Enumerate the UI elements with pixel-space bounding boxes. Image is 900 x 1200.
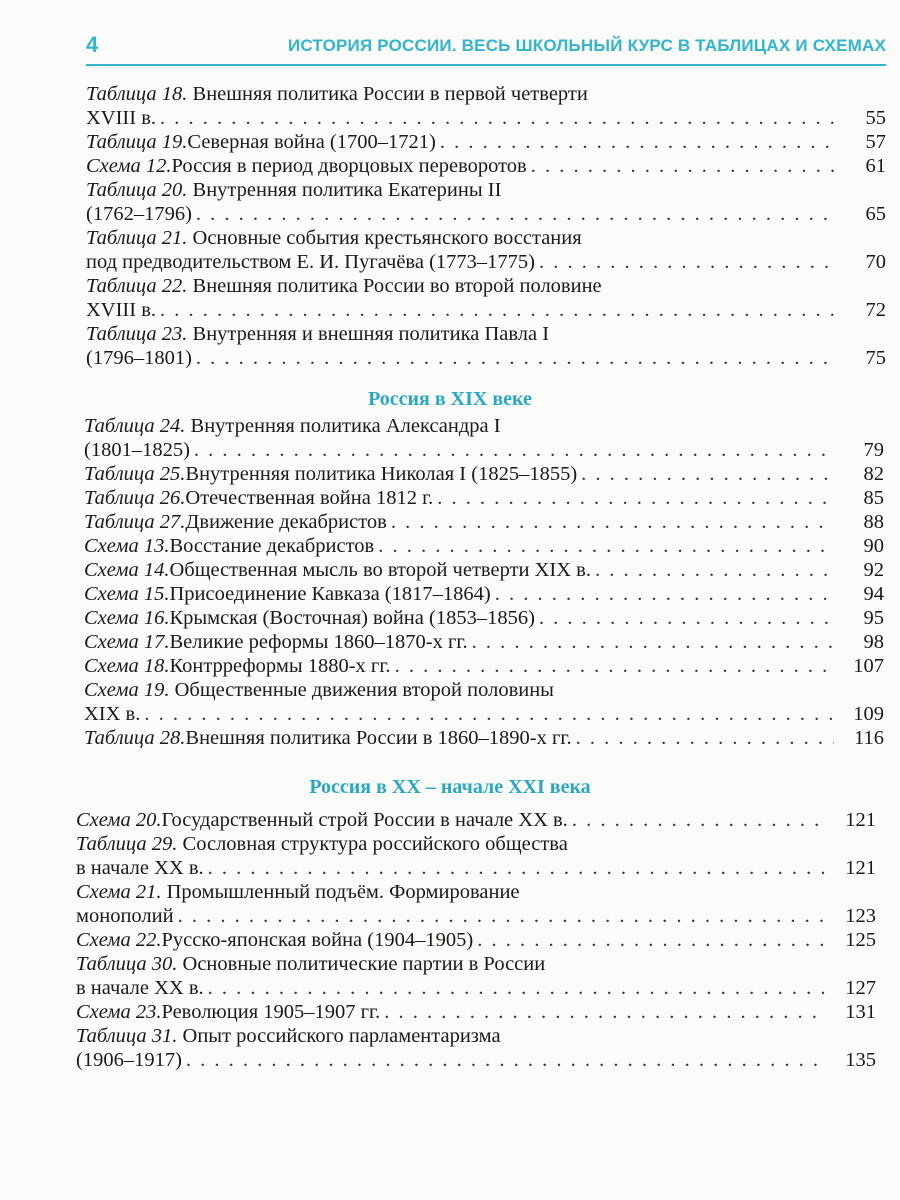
entry-page: 65 <box>865 203 886 225</box>
entry-kind: Схема 13. <box>84 535 170 557</box>
leader-dots <box>144 702 834 726</box>
entry-title: Внутренняя политика Екатерины II <box>187 179 502 201</box>
entry-title: Основные политические партии в России <box>177 953 546 975</box>
entry-page: 121 <box>845 809 876 831</box>
toc-entry <box>86 178 886 226</box>
entry-page: 123 <box>845 905 876 927</box>
entry-title-cont: монополий <box>76 905 174 927</box>
entry-title-cont: (1801–1825) <box>84 439 190 461</box>
entry-page: 88 <box>863 511 884 533</box>
entry-title: Внутренняя политика Александра I <box>185 415 501 437</box>
entry-kind: Таблица 26. <box>84 487 186 509</box>
toc-entry-line <box>76 880 876 904</box>
leader-dots <box>391 510 834 534</box>
entry-page: 92 <box>863 559 884 581</box>
entry-kind: Таблица 25. <box>84 463 186 485</box>
leader-dots <box>186 1048 826 1072</box>
entry-title-cont: в начале XX в. <box>76 977 204 999</box>
entry-page: 116 <box>854 727 884 749</box>
toc-entry <box>84 510 884 534</box>
entry-page: 98 <box>863 631 884 653</box>
toc-entry <box>84 630 884 654</box>
toc-entry <box>84 414 884 462</box>
entry-title: Внутренняя и внешняя политика Павла I <box>187 323 550 345</box>
leader-dots <box>160 106 836 130</box>
entry-page: 107 <box>853 655 884 677</box>
toc-entry <box>76 808 876 832</box>
leader-dots <box>539 250 836 274</box>
entry-title: Русско-японская война (1904–1905) <box>161 929 474 951</box>
leader-dots <box>495 582 834 606</box>
entry-title-cont: под предводительством Е. И. Пугачёва (1773–1775) <box>86 251 535 273</box>
section-heading-xix: Россия в XIX веке <box>368 388 532 410</box>
entry-title: Россия в период дворцовых переворотов <box>171 155 527 177</box>
toc-entry-line <box>76 952 876 976</box>
entry-kind: Таблица 27. <box>84 511 186 533</box>
leader-dots <box>572 808 826 832</box>
toc-entry-line <box>76 832 876 856</box>
toc-entry <box>76 928 876 952</box>
entry-kind: Схема 16. <box>84 607 170 629</box>
entry-page: 125 <box>845 929 876 951</box>
entry-page: 135 <box>845 1049 876 1071</box>
entry-title: Опыт российского парламентаризма <box>177 1025 501 1047</box>
toc-entry <box>84 606 884 630</box>
toc-entry <box>84 678 884 726</box>
entry-page: 131 <box>845 1001 876 1023</box>
toc-entry <box>84 534 884 558</box>
entry-title: Отечественная война 1812 г. <box>185 487 434 509</box>
toc-entry-line <box>86 82 886 106</box>
entry-title: Великие реформы 1860–1870-х гг. <box>169 631 468 653</box>
leader-dots <box>595 558 834 582</box>
toc-entry <box>86 274 886 322</box>
entry-page: 95 <box>863 607 884 629</box>
entry-title: Движение декабристов <box>185 511 387 533</box>
entry-kind: Схема 18. <box>84 655 170 677</box>
entry-page: 127 <box>845 977 876 999</box>
entry-kind: Таблица 30. <box>76 953 178 975</box>
entry-kind: Таблица 19. <box>86 131 188 153</box>
toc-entry-line <box>84 414 884 438</box>
entry-kind: Схема 22. <box>76 929 162 951</box>
entry-kind: Таблица 31. <box>76 1025 178 1047</box>
entry-page: 109 <box>853 703 884 725</box>
entry-title: Общественная мысль во второй четверти XIX в. <box>169 559 591 581</box>
entry-title: Промышленный подъём. Формирование <box>161 881 520 903</box>
toc-entry <box>86 154 886 178</box>
toc-entry <box>76 1024 876 1072</box>
entry-kind: Таблица 21. <box>86 227 188 249</box>
entry-title: Контрреформы 1880-х гг. <box>169 655 391 677</box>
toc-entry <box>84 486 884 510</box>
entry-title: Внутренняя политика Николая I (1825–1855) <box>185 463 578 485</box>
entry-kind: Схема 14. <box>84 559 170 581</box>
toc-entry <box>84 654 884 678</box>
entry-kind: Схема 12. <box>86 155 172 177</box>
entry-page: 79 <box>863 439 884 461</box>
entry-kind: Схема 23. <box>76 1001 162 1023</box>
entry-title: Сословная структура российского общества <box>177 833 568 855</box>
entry-page: 72 <box>865 299 886 321</box>
toc-entry <box>84 462 884 486</box>
leader-dots <box>178 904 826 928</box>
toc-entry-line <box>76 1024 876 1048</box>
leader-dots <box>194 438 834 462</box>
toc-entry <box>76 952 876 1000</box>
entry-title-cont: в начале XX в. <box>76 857 204 879</box>
entry-kind: Таблица 28. <box>84 727 186 749</box>
toc-entry <box>86 322 886 370</box>
entry-page: 57 <box>865 131 886 153</box>
toc-entry-line <box>86 226 886 250</box>
leader-dots <box>196 346 836 370</box>
leader-dots <box>581 462 834 486</box>
toc-entry-line <box>86 322 886 346</box>
entry-kind: Таблица 29. <box>76 833 178 855</box>
entry-page: 70 <box>865 251 886 273</box>
leader-dots <box>208 856 826 880</box>
entry-title-cont: XIX в. <box>84 703 141 725</box>
entry-kind: Схема 19. <box>84 679 170 701</box>
entry-title: Внешняя политика России в первой четверти <box>187 83 588 105</box>
running-header <box>86 30 886 66</box>
leader-dots <box>440 130 836 154</box>
entry-title-cont: XVIII в. <box>86 299 157 321</box>
leader-dots <box>472 630 834 654</box>
entry-title-cont: (1906–1917) <box>76 1049 182 1071</box>
toc-entry-line <box>84 678 884 702</box>
entry-title: Основные события крестьянского восстания <box>187 227 582 249</box>
entry-page: 82 <box>863 463 884 485</box>
entry-page: 121 <box>845 857 876 879</box>
toc-entry <box>86 82 886 130</box>
entry-kind: Таблица 20. <box>86 179 188 201</box>
entry-kind: Схема 17. <box>84 631 170 653</box>
entry-title-cont: (1762–1796) <box>86 203 192 225</box>
leader-dots <box>395 654 834 678</box>
entry-title-cont: XVIII в. <box>86 107 157 129</box>
entry-page: 85 <box>863 487 884 509</box>
toc-entry <box>76 832 876 880</box>
entry-kind: Схема 15. <box>84 583 170 605</box>
toc-entry-line <box>86 274 886 298</box>
section-heading-xx: Россия в XX – начале XXI века <box>309 776 591 798</box>
entry-title: Государственный строй России в начале XX в. <box>161 809 568 831</box>
entry-page: 75 <box>865 347 886 369</box>
leader-dots <box>437 486 834 510</box>
entry-title: Революция 1905–1907 гг. <box>161 1001 381 1023</box>
entry-kind: Схема 20. <box>76 809 162 831</box>
entry-title: Крымская (Восточная) война (1853–1856) <box>169 607 535 629</box>
leader-dots <box>576 726 834 750</box>
entry-title-cont: (1796–1801) <box>86 347 192 369</box>
toc-entry <box>84 558 884 582</box>
entry-page: 61 <box>865 155 886 177</box>
entry-title: Восстание декабристов <box>169 535 375 557</box>
toc-entry <box>86 226 886 274</box>
leader-dots <box>384 1000 826 1024</box>
toc-entry <box>84 582 884 606</box>
entry-title: Общественные движения второй половины <box>169 679 554 701</box>
entry-title: Внешняя политика России во второй половине <box>187 275 602 297</box>
running-title: ИСТОРИЯ РОССИИ. ВЕСЬ ШКОЛЬНЫЙ КУРС В ТАБЛИЦАХ И СХЕМАХ <box>287 36 886 55</box>
leader-dots <box>531 154 836 178</box>
entry-kind: Схема 21. <box>76 881 162 903</box>
entry-title: Присоединение Кавказа (1817–1864) <box>169 583 491 605</box>
toc-entry <box>76 1000 876 1024</box>
leader-dots <box>539 606 834 630</box>
toc-entry <box>84 726 884 750</box>
entry-kind: Таблица 18. <box>86 83 188 105</box>
toc-entry-line <box>86 178 886 202</box>
entry-page: 55 <box>865 107 886 129</box>
leader-dots <box>477 928 826 952</box>
entry-title: Внешняя политика России в 1860–1890-х гг. <box>185 727 572 749</box>
leader-dots <box>208 976 826 1000</box>
leader-dots <box>160 298 836 322</box>
entry-title: Северная война (1700–1721) <box>187 131 436 153</box>
entry-page: 94 <box>863 583 884 605</box>
entry-kind: Таблица 23. <box>86 323 188 345</box>
toc-entry <box>76 880 876 928</box>
entry-kind: Таблица 22. <box>86 275 188 297</box>
entry-kind: Таблица 24. <box>84 415 186 437</box>
leader-dots <box>378 534 834 558</box>
toc-entry <box>86 130 886 154</box>
entry-page: 90 <box>863 535 884 557</box>
leader-dots <box>196 202 836 226</box>
page-number: 4 <box>86 32 99 57</box>
